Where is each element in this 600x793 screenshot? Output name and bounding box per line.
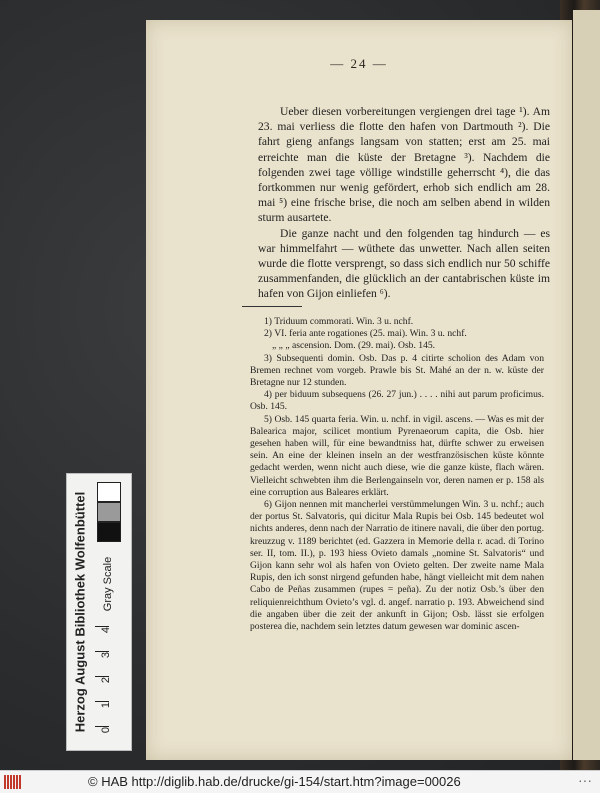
scale-ruler — [95, 624, 125, 744]
footnote: 6) Gijon nennen mit mancherlei verstümmelungen Win. 3 u. nchf.; auch der portus St. Salvatoris, qui dicitur Mala Rupis bei Osb. 145 bedeutet wol nichts anderes, denn nach der Narratio de itinere navali, die über den portug. kreuzzug v. 1189 berichtet (ed. Gazzera in Memorie della r. acad. di Torino ser. II, tom. II.), p. 193 hiess Ovieto damals „nomine St. Salvatoris“ und Gijon kann sehr wol als hafen von Ovieto gelten. Der zweite name Mala Rupis, den ich sonst nirgend gefunden habe, hängt vielleicht mit dem nahen Cabo de Peñas zusammen (rupes = peña). Zu der notiz Osb.’s über den reliquienreichthum Ovieto’s vgl. d. angef. narratio p. 193. Abweichend sind die angaben über die zeit der ankunft in Gijon; Osb. lässt sie erfolgen posterea die, nachdem sein letztes datum gewesen war dominic ascen- — [250, 499, 544, 633]
ruler-number: 0 — [100, 726, 113, 734]
footnote: „ „ „ ascension. Dom. (29. mai). Osb. 145. — [272, 340, 436, 352]
footnote: 5) Osb. 145 quarta feria. Win. u. nchf. in vigil. ascens. — Was es mit der Balearica major, scilicet montium Pyrenaeorum capita, die Osb. hier gesehen haben will, für eine bewandtniss hat, dürfte schwer zu erweisen sein. An eine der kleinen inseln an der westfranzösischen küste könnte gedacht werden, wenn nicht auch diese, wie die ganze küste, flach wären. Vielleicht schwebten ihm die Berlengainseln vor, deren namen er p. 158 als eine corruption aus Baleares erklärt. — [250, 413, 544, 498]
grayscale-label — [94, 544, 122, 624]
color-calibration-chart — [66, 473, 132, 751]
footnote-divider — [242, 306, 302, 307]
page-number: — 24 — — [330, 56, 388, 71]
paragraph: Ueber diesen vorbereitungen vergiengen drei tage ¹). Am 23. mai verliess die flotte den hafen von Dartmouth ²). Die fahrt gieng anfangs langsam von statten; erst am 25. mai erreichte man die küste der Bretagne ³). Nachdem die folgenden zwei tage völlige windstille geherrscht ⁴), die das fortkommen nur wenig gefördert, erhob sich endlich am 28. mai ⁵) eine frische brise, die noch am selben abend in wilden sturm ausartete. — [258, 105, 550, 225]
footnote: 2) VI. feria ante rogationes (25. mai). Win. 3 u. nchf. — [264, 328, 467, 340]
ruler-number: 1 — [100, 701, 113, 709]
gray-swatches — [97, 482, 121, 542]
ruler-number: 3 — [100, 651, 113, 659]
gray-swatch — [97, 502, 121, 522]
library-name: Herzog August Bibliothek Wolfenbüttel — [72, 491, 88, 733]
black-swatch — [97, 522, 121, 542]
white-swatch — [97, 482, 121, 502]
copyright-link[interactable]: © HAB http://diglib.hab.de/drucke/gi-154/start.htm?image=00026 — [88, 774, 461, 789]
footnote: 1) Triduum commorati. Win. 3 u. nchf. — [264, 316, 414, 327]
footnote: 3) Subsequenti domin. Osb. Das p. 4 citirte scholion des Adam von Bremen rechnet vom vorgeb. Prawle bis St. Mahé an der n. w. küste der Bretagne nur 12 stunden. — [250, 352, 544, 389]
footnotes — [250, 316, 544, 633]
ruler-number: 2 — [100, 676, 113, 684]
main-text — [258, 104, 550, 302]
library-label — [69, 474, 91, 750]
more-menu-icon[interactable]: ··· — [578, 772, 592, 788]
hab-logo-icon — [4, 775, 28, 789]
ruler-number: 4 — [100, 626, 113, 634]
adjacent-page-edge — [573, 10, 600, 760]
paragraph: Die ganze nacht und den folgenden tag hindurch — es war himmelfahrt — wüthete das unwetter. Nach allen seiten wurde die flotte versprengt, so dass sich endlich nur 50 schiffe zusammenfanden, die glücklich an der cantabrischen küste im hafen von Gijon einliefen ⁶). — [258, 226, 550, 301]
viewer-status-bar — [0, 770, 600, 793]
grayscale-text: Gray Scale — [102, 556, 114, 612]
footnote: 4) per biduum subsequens (26. 27 jun.) . . . . nihi aut parum proficimus. Osb. 145. — [250, 389, 544, 413]
